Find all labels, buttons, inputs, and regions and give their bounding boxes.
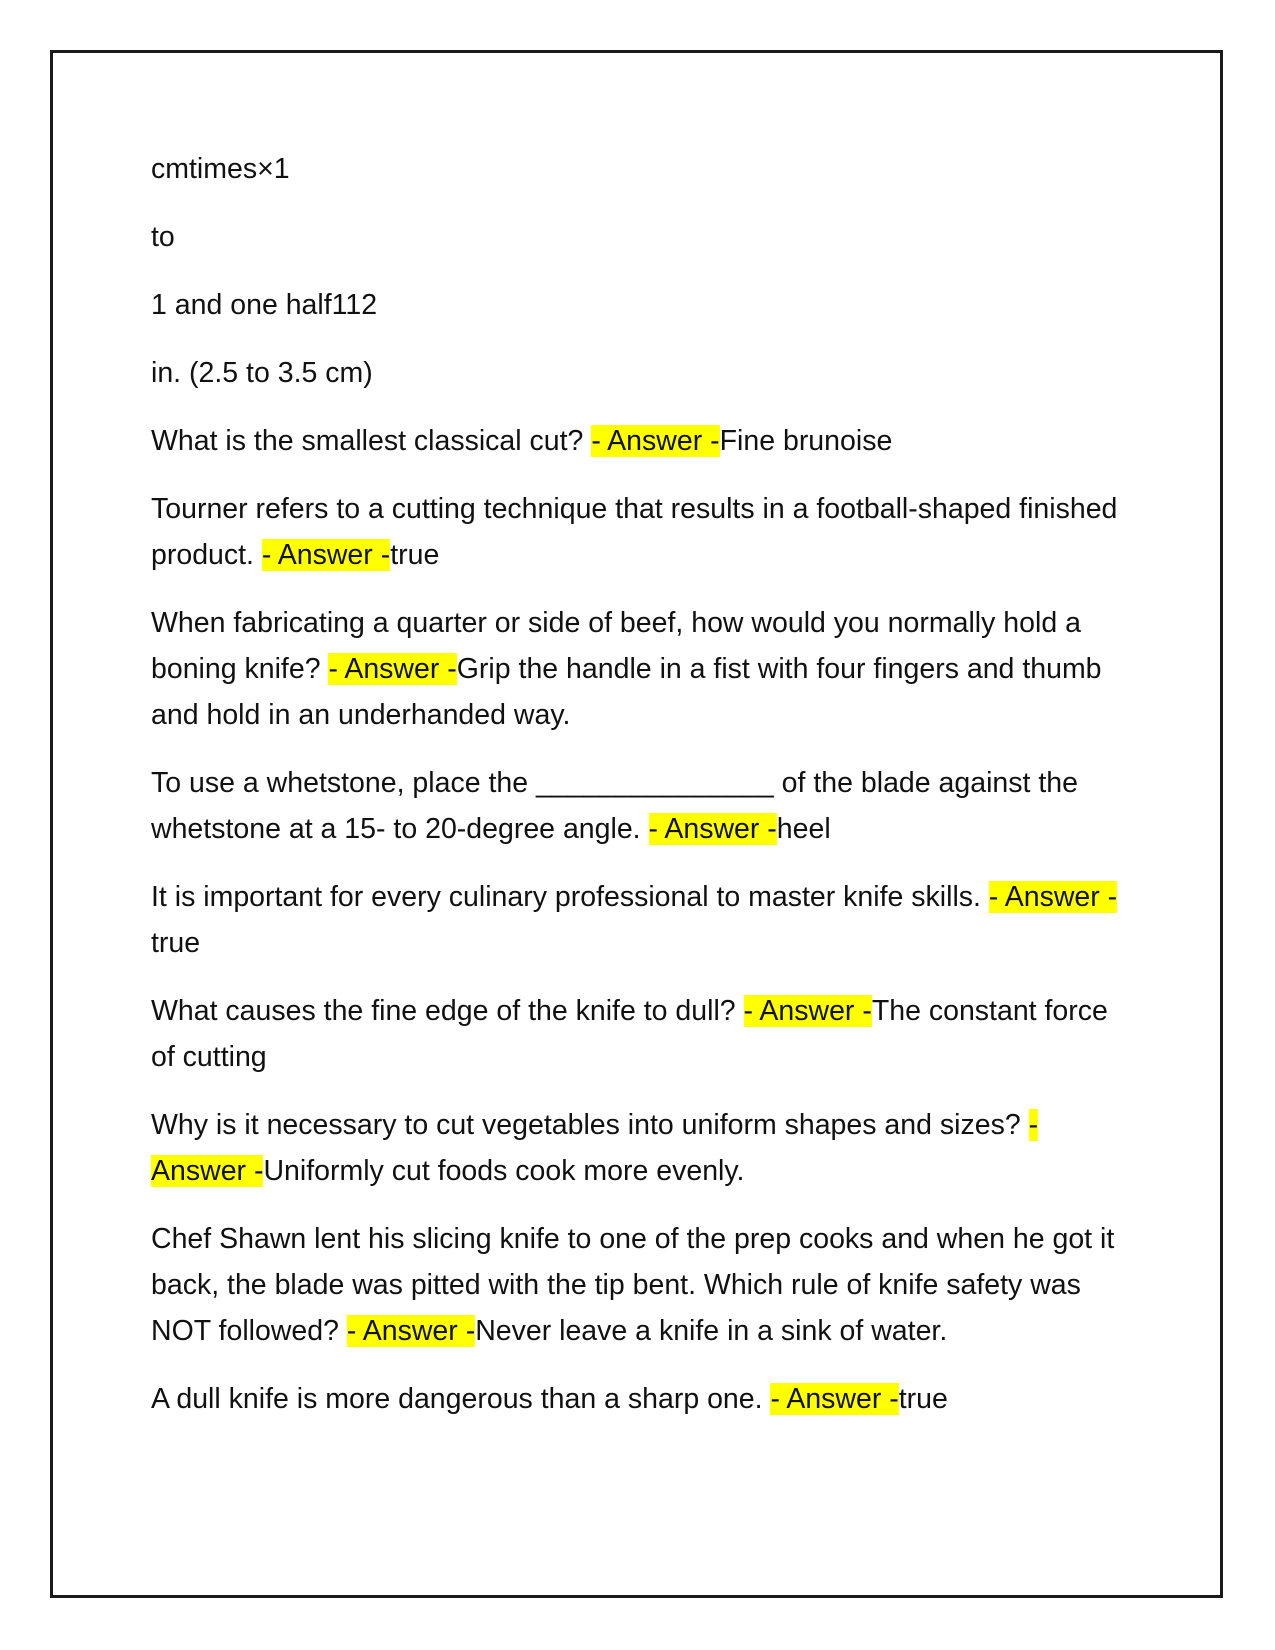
qa-item [151, 988, 1131, 1080]
answer-text: true [151, 927, 201, 959]
question-text: What is the smallest classical cut? [151, 425, 592, 457]
answer-marker: - Answer - [770, 1383, 899, 1415]
question-text: Why is it necessary to cut vegetables into uniform shapes and sizes? [151, 1109, 1029, 1141]
answer-marker: - Answer - [648, 813, 777, 845]
document-body [151, 146, 1131, 1444]
qa-item [151, 1216, 1131, 1354]
qa-item [151, 486, 1131, 578]
answer-marker: - Answer - [328, 653, 457, 685]
answer-marker: - Answer - [743, 995, 872, 1027]
question-text: It is important for every culinary professional to master knife skills. [151, 881, 989, 913]
answer-text: heel [776, 813, 831, 845]
preamble-line: 1 and one half112 [151, 289, 378, 321]
question-text: A dull knife is more dangerous than a sharp one. [151, 1383, 771, 1415]
answer-marker: - Answer - [151, 1109, 1039, 1187]
answer-text: Grip the handle in a fist with four fingers and thumb and hold in an underhanded way. [151, 653, 1102, 731]
answer-text: Never leave a knife in a sink of water. [475, 1315, 948, 1347]
qa-item [151, 760, 1131, 852]
answer-text: The constant force of cutting [151, 995, 1108, 1073]
answer-text: Uniformly cut foods cook more evenly. [263, 1155, 745, 1187]
answer-marker: - Answer - [346, 1315, 476, 1347]
question-text: To use a whetstone, place the _______________ of the blade against the whetstone at a 15- to 20-degree angle. [151, 767, 1078, 845]
preamble-line: cmtimes×1 [151, 153, 290, 185]
question-text: When fabricating a quarter or side of beef, how would you normally hold a boning knife? [151, 607, 1081, 685]
qa-item [151, 874, 1131, 966]
answer-text: true [390, 539, 440, 571]
qa-item [151, 1102, 1131, 1194]
answer-marker: - Answer - [988, 881, 1118, 913]
qa-item [151, 1376, 1131, 1422]
preamble-line: in. (2.5 to 3.5 cm) [151, 357, 373, 389]
qa-item [151, 418, 1131, 464]
qa-item [151, 600, 1131, 738]
answer-text: true [898, 1383, 948, 1415]
preamble-line: to [151, 221, 175, 253]
answer-marker: - Answer - [261, 539, 391, 571]
question-text: What causes the fine edge of the knife to dull? [151, 995, 744, 1027]
answer-text: Fine brunoise [719, 425, 893, 457]
question-text: Chef Shawn lent his slicing knife to one of the prep cooks and when he got it back, the blade was pitted with the tip bent. Which rule of knife safety was NOT followed? [151, 1223, 1115, 1347]
answer-marker: - Answer - [591, 425, 720, 457]
question-text: Tourner refers to a cutting technique that results in a football-shaped finished product. [151, 493, 1118, 571]
